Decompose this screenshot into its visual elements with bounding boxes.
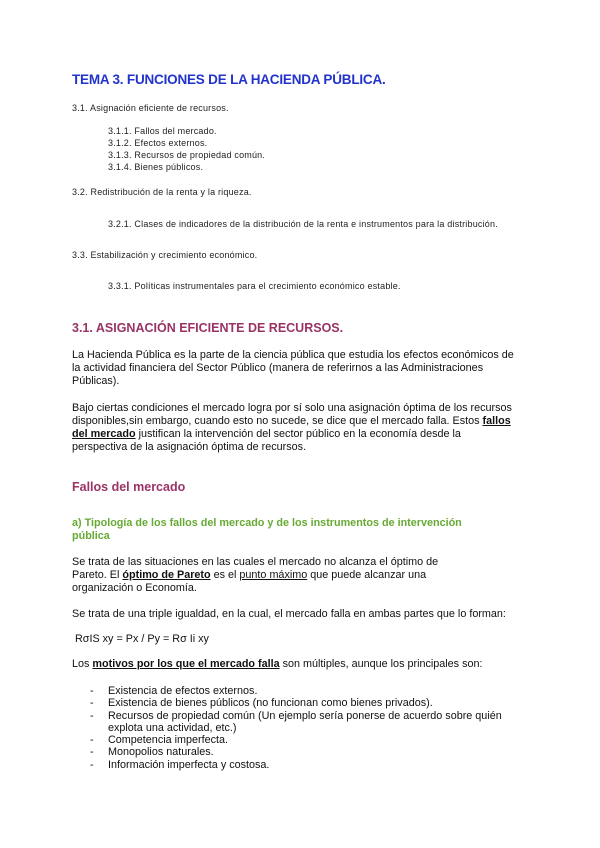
text-run: disponibles,sin embargo, cuando esto no sucede, se dice que el mercado falla. Estos xyxy=(72,415,483,427)
paragraph-line xyxy=(72,569,532,582)
toc-item: 3.1.1. Fallos del mercado. xyxy=(108,126,217,136)
pareto-formula: RσIS xy = Px / Py = Rσ Ii xy xyxy=(75,633,209,645)
bullet-dash: - xyxy=(90,685,94,697)
bullet-dash: - xyxy=(90,734,94,747)
text-run: Los xyxy=(72,658,93,670)
paragraph-line xyxy=(72,428,532,441)
heading-line: a) Tipología de los fallos del mercado y de los instrumentos de intervención xyxy=(72,517,462,529)
emphasis-term: del mercado xyxy=(72,428,136,440)
underlined-term: punto máximo xyxy=(239,569,308,581)
bullet-dash: - xyxy=(90,709,94,722)
subsubsection-heading xyxy=(72,517,462,543)
paragraph-line xyxy=(72,658,532,671)
paragraph-line: Se trata de las situaciones en las cuales el mercado no alcanza el óptimo de xyxy=(72,556,439,568)
list-item-text: Existencia de bienes públicos (no funcionan como bienes privados). xyxy=(108,697,433,710)
paragraph-pareto xyxy=(72,556,532,595)
toc-item: 3.1.4. Bienes públicos. xyxy=(108,162,204,172)
text-run: Pareto. El xyxy=(72,569,123,581)
paragraph-line: perspectiva de la asignación óptima de recursos. xyxy=(72,441,307,453)
toc-item: 3.3.1. Políticas instrumentales para el crecimiento económico estable. xyxy=(108,281,401,291)
emphasis-term: fallos xyxy=(482,415,511,427)
paragraph-line: Públicas). xyxy=(72,375,120,387)
section-heading: 3.1. ASIGNACIÓN EFICIENTE DE RECURSOS. xyxy=(72,321,344,335)
toc-item: 3.1.3. Recursos de propiedad común. xyxy=(108,150,266,160)
toc-section-3: 3.3. Estabilización y crecimiento económico. xyxy=(72,250,258,260)
list-item-text: Competencia imperfecta. xyxy=(108,734,229,747)
toc-item: 3.2.1. Clases de indicadores de la distribución de la renta e instrumentos para la distribución. xyxy=(108,219,498,229)
paragraph-definition xyxy=(72,349,532,388)
paragraph-line: Bajo ciertas condiciones el mercado logra por sí solo una asignación óptima de los recursos xyxy=(72,402,512,414)
paragraph-triple-equality xyxy=(72,608,532,621)
text-run: justifican la intervención del sector público en la economía desde la xyxy=(135,428,461,440)
toc-section-2: 3.2. Redistribución de la renta y la riqueza. xyxy=(72,187,252,197)
paragraph-line: la actividad financiera del Sector Público (manera de referirnos a las Administraciones xyxy=(72,362,484,374)
list-item-text: Monopolios naturales. xyxy=(108,746,214,759)
document-title: TEMA 3. FUNCIONES DE LA HACIENDA PÚBLICA. xyxy=(72,72,386,87)
toc-item: 3.1.2. Efectos externos. xyxy=(108,138,208,148)
paragraph-line: Se trata de una triple igualdad, en la cual, el mercado falla en ambas partes que lo forman: xyxy=(72,608,506,620)
emphasis-term: motivos por los que el mercado falla xyxy=(92,658,280,670)
list-item-text: Información imperfecta y costosa. xyxy=(108,758,270,771)
text-run: es el xyxy=(210,569,240,581)
emphasis-term: óptimo de Pareto xyxy=(122,569,211,581)
bullet-dash: - xyxy=(90,758,94,771)
paragraph-motives xyxy=(72,658,532,671)
paragraph-market-failure xyxy=(72,402,532,454)
list-item-text: Recursos de propiedad común (Un ejemplo sería ponerse de acuerdo sobre quién xyxy=(108,709,502,722)
subsection-heading: Fallos del mercado xyxy=(72,480,186,494)
paragraph-line xyxy=(72,415,532,428)
paragraph-line: organización o Economía. xyxy=(72,582,197,594)
text-run: son múltiples, aunque los principales son: xyxy=(279,658,483,670)
text-run: que puede alcanzar una xyxy=(307,569,427,581)
heading-line: pública xyxy=(72,530,110,542)
bullet-dash: - xyxy=(90,697,94,710)
list-item-text: Existencia de efectos externos. xyxy=(108,685,258,697)
toc-section-1: 3.1. Asignación eficiente de recursos. xyxy=(72,103,229,113)
bullet-dash: - xyxy=(90,746,94,759)
paragraph-line: La Hacienda Pública es la parte de la ciencia pública que estudia los efectos económicos de xyxy=(72,349,514,361)
list-item-text: explota una actividad, etc.) xyxy=(108,721,237,734)
